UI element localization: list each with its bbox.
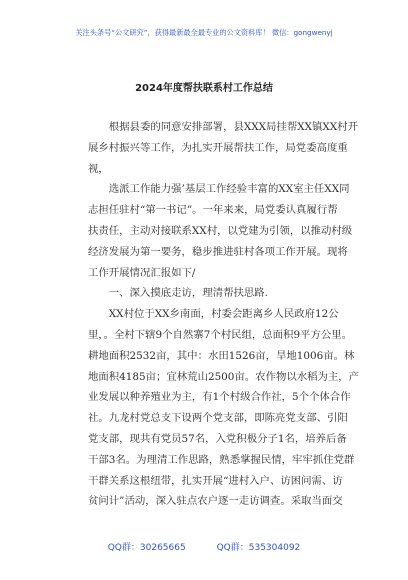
body-line: 干部3名。为理清工作思路，熟悉掌握民情，牢牢抓住党群: [88, 453, 355, 466]
body-line: 业发展以种养殖业为主，有1个村级合作社，5个个体合作: [88, 391, 351, 404]
body-line: 贫问计”活动，深入驻点农户逐一走访调查。采取当面交: [88, 495, 343, 508]
footer-qq-group-1: QQ群：30265665: [107, 543, 186, 553]
body-line: 扶责任，主动对接联系XX村，以党建为引领，以推动村级: [88, 224, 353, 237]
body-line: 工作开展情况汇报如下/: [88, 266, 196, 279]
body-line: 根据县委的同意安排部署，县XXX局挂帮XX镇XX村开: [88, 121, 358, 133]
body-line: 经济发展为第一要务，稳步推进驻村各项工作开展。现将: [88, 245, 348, 258]
section-heading: 一、深入摸底走访，理清帮扶思路.: [88, 287, 268, 300]
body-line: 里，。全村下辖9个自然寨7个村民组，总面积9平方公里。: [88, 328, 353, 341]
body-line: 耕地面积2532亩，其中：水田1526亩，旱地1006亩。林: [88, 349, 355, 362]
body-line: 视，: [88, 162, 109, 175]
footer-banner: [0, 540, 408, 553]
body-line: 志担任驻村“第一书记”。一年来来，局党委认真履行帮: [88, 204, 338, 217]
header-banner: 关注头条号“公文研究”，获得最新最全最专业的公文资料库！ 微信：gongwenyj: [75, 28, 333, 37]
body-line: 展乡村振兴等工作，为扎实开展帮扶工作，局党委高度重: [88, 141, 348, 154]
body-line: 选派工作能力强’基层工作经验丰富的XX室主任XX同: [88, 183, 350, 196]
document-body: [88, 117, 358, 512]
body-line: 干群关系这根纽带，扎实开展“进村入户、访困问需、访: [88, 474, 343, 487]
body-line: 地面积4185亩；宜林荒山2500亩。农作物以水稻为主，产: [88, 370, 360, 383]
footer-qq-group-2: QQ群：535304092: [216, 543, 301, 553]
body-line: XX村位于XX乡南面，村委会距离乡人民政府12公: [88, 308, 339, 321]
body-line: 党支部，现共有党员57名，入党积极分子1名，培养后备: [88, 432, 347, 445]
body-line: 社。九龙村党总支下设两个党支部，即陈亮党支部、引阳: [88, 412, 348, 425]
document-title: 2024年度帮扶联系村工作总结: [135, 83, 273, 94]
